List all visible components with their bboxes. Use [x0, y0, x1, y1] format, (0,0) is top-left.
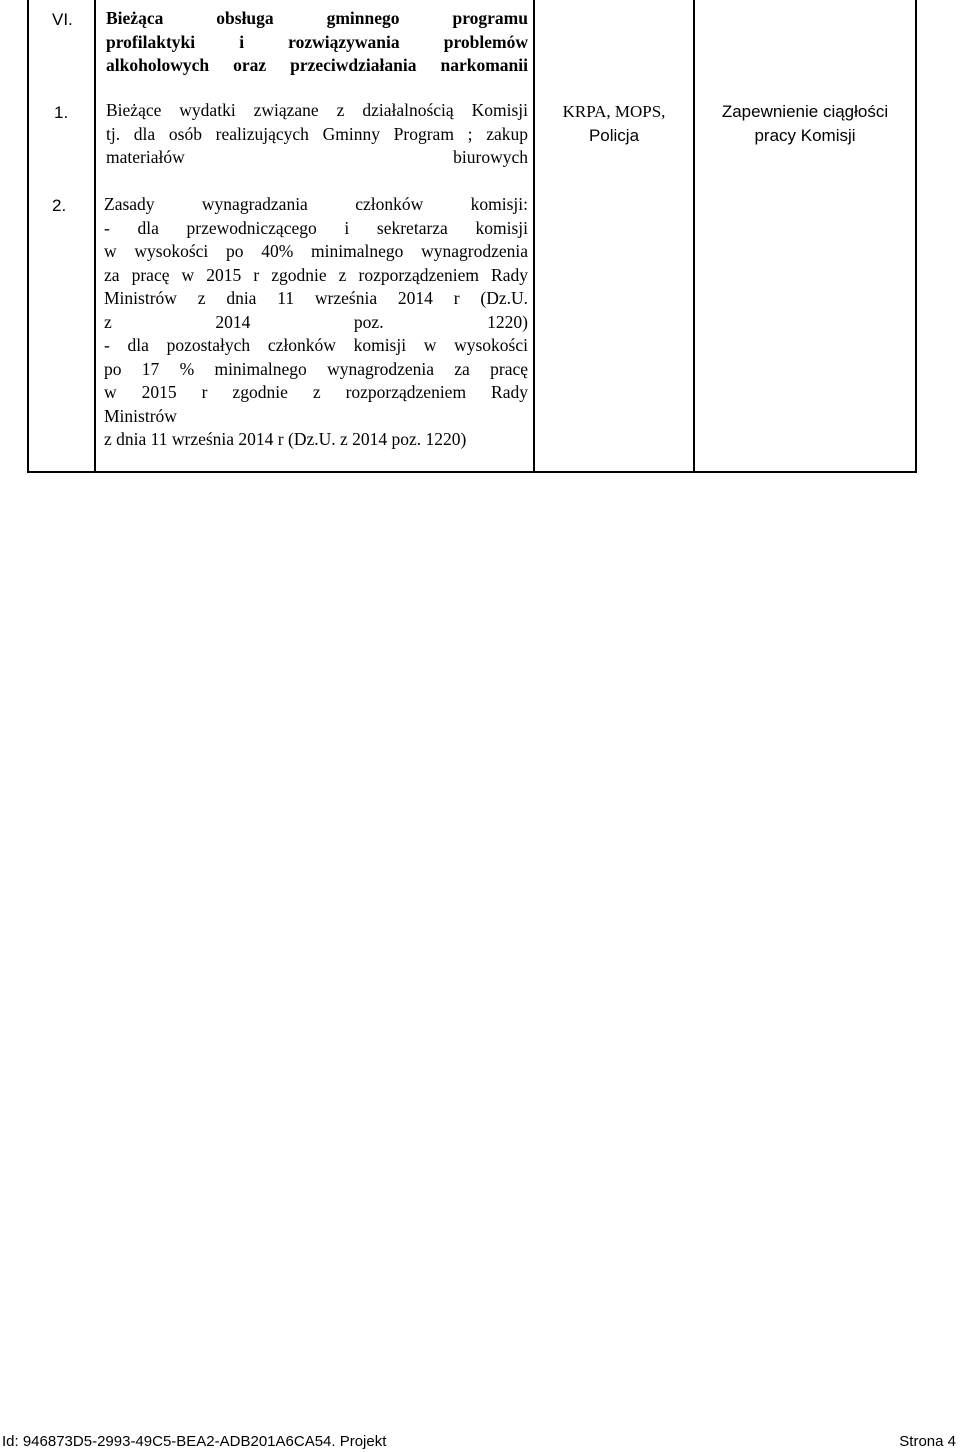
row-2-description-line: w wysokości po 40% minimalnego wynagrodzenia	[104, 241, 528, 261]
row-2-description-line: - dla pozostałych członków komisji w wysokości	[104, 335, 528, 355]
page-number: Strona 4	[899, 1433, 956, 1450]
row-2-description-line: Zasady wynagradzania członków komisji:	[104, 194, 528, 214]
table-border-col2	[533, 0, 535, 473]
section-title	[106, 7, 528, 78]
section-title-line: profilaktyki i rozwiązywania problemów	[106, 31, 528, 52]
row-1-responsible-line: KRPA, MOPS,	[562, 102, 666, 121]
row-1-responsible-line: Policja	[588, 125, 640, 145]
row-2-description	[104, 193, 528, 452]
row-1-description-line: materiałów biurowych	[106, 147, 528, 167]
row-2-description-line: Ministrów	[104, 405, 177, 426]
row-1-description	[106, 99, 528, 170]
document-id: Id: 946873D5-2993-49C5-BEA2-ADB201A6CA54. Projekt	[2, 1433, 387, 1450]
row-1-description-line: Bieżące wydatki związane z działalnością Komisji	[106, 100, 528, 120]
row-1-description-line: tj. dla osób realizujących Gminny Program ; zakup	[106, 123, 528, 144]
row-2-number: 2.	[52, 196, 67, 215]
section-title-line: Bieżąca obsługa gminnego programu	[106, 8, 528, 28]
row-1-goal-line: Zapewnienie ciągłości	[721, 102, 889, 121]
row-2-description-line: po 17 % minimalnego wynagrodzenia za pracę	[104, 358, 528, 379]
row-2-description-line: Ministrów z dnia 11 września 2014 r (Dz.U.	[104, 288, 528, 308]
row-1-responsible	[535, 100, 693, 147]
row-2-description-line: - dla przewodniczącego i sekretarza komisji	[104, 217, 528, 238]
row-1-goal	[695, 100, 915, 147]
row-2-description-line: z 2014 poz. 1220)	[104, 311, 528, 332]
row-1-number: 1.	[54, 103, 69, 122]
row-1-goal-line: pracy Komisji	[754, 125, 856, 145]
row-2-description-line: w 2015 r zgodnie z rozporządzeniem Rady	[104, 382, 528, 402]
table-border-right	[915, 0, 917, 473]
table-border-col3	[693, 0, 695, 473]
section-title-line: alkoholowych oraz przeciwdziałania narkomanii	[106, 55, 528, 75]
row-2-description-line: z dnia 11 września 2014 r (Dz.U. z 2014 poz. 1220)	[104, 429, 467, 449]
table-border-left	[27, 0, 29, 473]
row-2-description-line: za pracę w 2015 r zgodnie z rozporządzeniem Rady	[104, 264, 528, 285]
table-border-bottom	[27, 471, 917, 473]
section-number: VI.	[52, 10, 73, 29]
table-border-col1	[94, 0, 96, 473]
